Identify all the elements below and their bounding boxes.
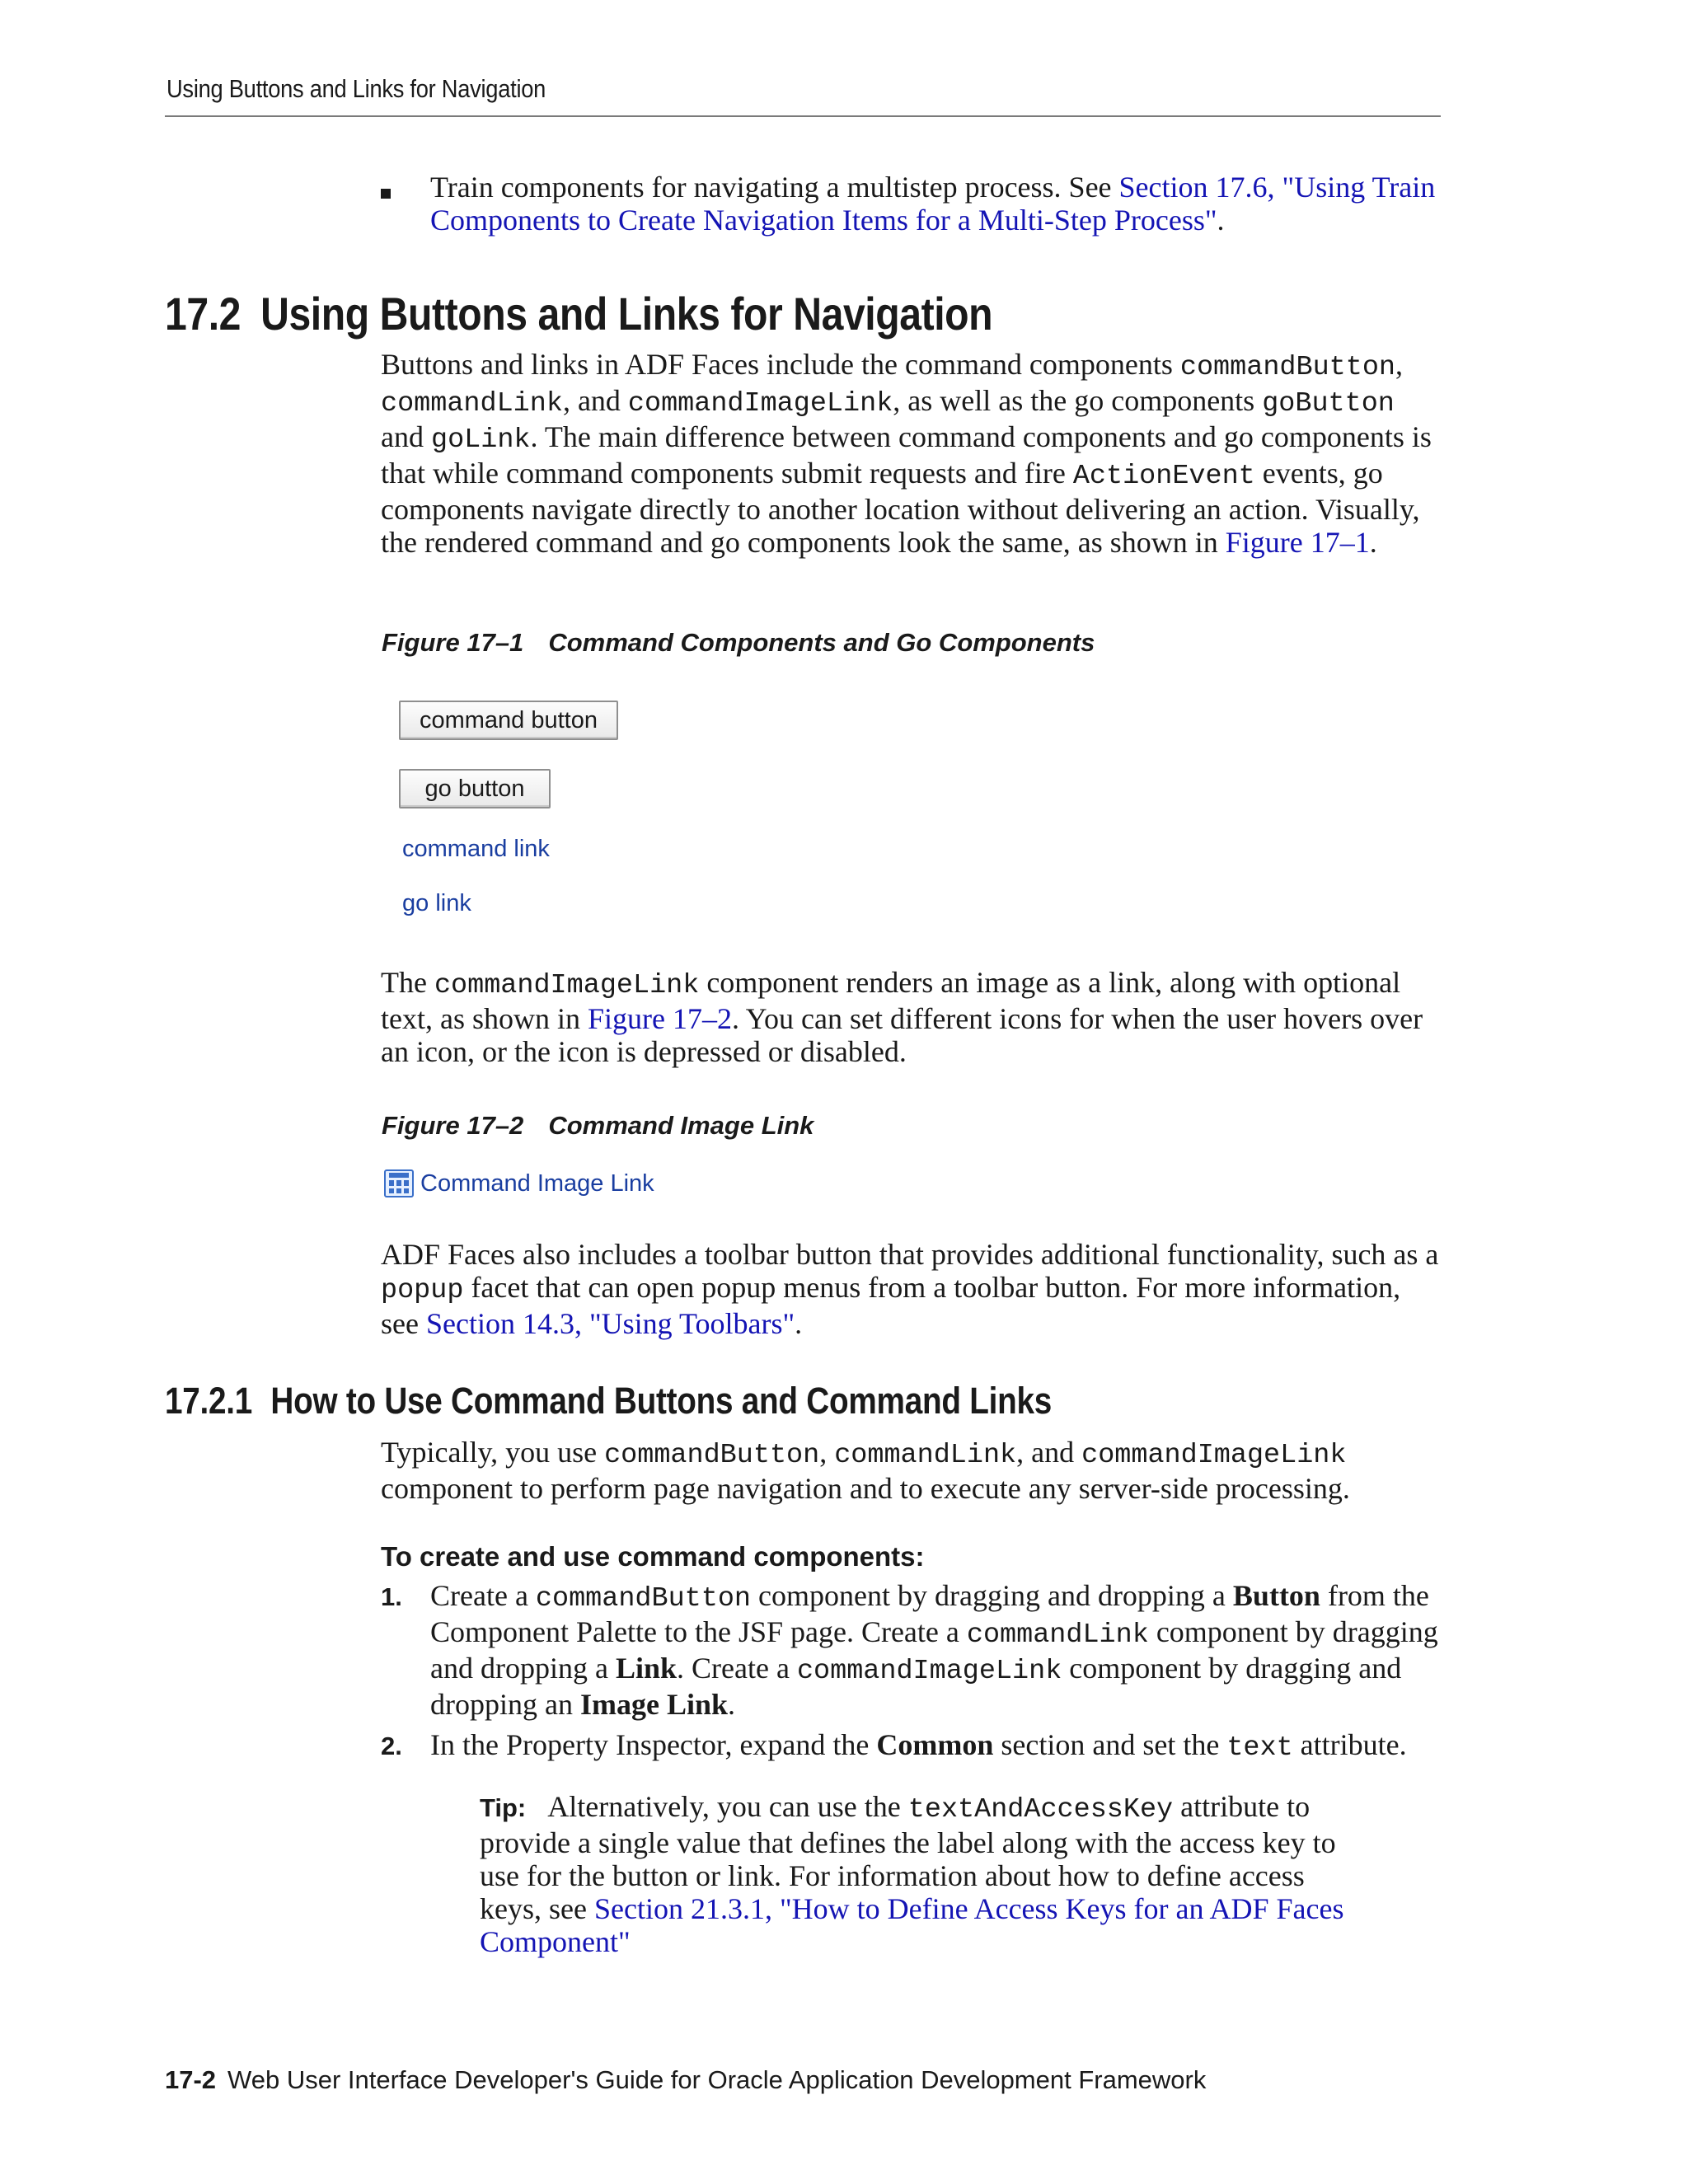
step-text: Create a commandButton component by dragging and dropping a Button from the Component Palette to the JSF page. Create a commandLink component by dragging and dropping a Link. Create a commandImageLink component by dragging and dropping an Image Link. (430, 1579, 1438, 1721)
train-section-link[interactable]: Section 17.6, "Using Train Components to Create Navigation Items for a Multi-Step Process" (430, 171, 1436, 237)
page-number: 17-2 (165, 2065, 217, 2094)
subsection-number: 17.2.1 (165, 1380, 253, 1422)
procedure-step-1 (381, 1579, 1444, 1721)
section-title: Using Buttons and Links for Navigation (260, 288, 993, 340)
figure-1-image (381, 664, 1205, 943)
page-footer (165, 2065, 1206, 2095)
command-button[interactable]: command button (399, 701, 618, 740)
intro-paragraph: Buttons and links in ADF Faces include the command components commandButton, commandLink, and commandImageLink, as well as the go components goButton and goLink. The main difference between command components and go components is that while command components submit requests and fire ActionEvent events, go components navigate directly to another location without delivering an action. Visually, the rendered command and go components look the same, as shown in Figure 17–1. (381, 348, 1432, 559)
command-link[interactable]: command link (402, 836, 550, 862)
tip-note: Tip: Alternatively, you can use the textAndAccessKey attribute to provide a single value that defines the label along with the access key to use for the button or link. For information about how to define access keys, see Section 21.3.1, "How to Define Access Keys for an ADF Faces Component" (480, 1790, 1344, 1958)
running-header: Using Buttons and Links for Navigation (166, 74, 546, 103)
go-button[interactable]: go button (399, 769, 551, 808)
procedure-step-2 (381, 1728, 1444, 1765)
toolbars-section-link[interactable]: Section 14.3, "Using Toolbars" (425, 1307, 795, 1340)
section-number: 17.2 (165, 288, 241, 340)
command-image-link-label: Command Image Link (420, 1169, 654, 1197)
bullet-square-icon (381, 189, 391, 199)
figure-17-2-link[interactable]: Figure 17–2 (587, 1002, 732, 1035)
access-keys-section-link[interactable]: Section 21.3.1, "How to Define Access Keys for an ADF Faces Component" (480, 1892, 1344, 1958)
step-text: In the Property Inspector, expand the Common section and set the text attribute. (430, 1728, 1407, 1764)
header-rule (165, 115, 1441, 117)
bullet-text: Train components for navigating a multistep process. See Section 17.6, "Using Train Components to Create Navigation Items for a Multi-Step Process". (430, 171, 1436, 237)
bullet-item (377, 171, 1441, 237)
image-link-paragraph: The commandImageLink component renders an image as a link, along with optional text, as shown in Figure 17–2. You can set different icons for when the user hovers over an icon, or the icon is depressed or disabled. (381, 966, 1423, 1068)
toolbar-paragraph: ADF Faces also includes a toolbar button that provides additional functionality, such as a popup facet that can open popup menus from a toolbar button. For more information, see Section 14.3, "Using Toolbars". (381, 1238, 1439, 1340)
step-number: 2. (381, 1732, 402, 1760)
subsection-paragraph: Typically, you use commandButton, commandLink, and commandImageLink component to perform page navigation and to execute any server-side processing. (381, 1436, 1350, 1505)
figure-17-1-link[interactable]: Figure 17–1 (1225, 526, 1370, 559)
go-link[interactable]: go link (402, 890, 471, 916)
figure-2-caption: Figure 17–2 Command Image Link (382, 1111, 814, 1140)
section-heading (165, 287, 992, 340)
figure-1-caption: Figure 17–1 Command Components and Go Components (382, 628, 1095, 657)
step-number: 1. (381, 1582, 402, 1611)
subsection-heading (165, 1380, 1052, 1422)
command-image-link[interactable] (384, 1167, 654, 1200)
book-title: Web User Interface Developer's Guide for Oracle Application Development Framework (227, 2065, 1207, 2094)
command-image-link-icon (384, 1169, 414, 1197)
tip-label: Tip: (480, 1793, 527, 1822)
subsection-title: How to Use Command Buttons and Command Links (270, 1380, 1053, 1422)
procedure-heading: To create and use command components: (381, 1541, 925, 1572)
